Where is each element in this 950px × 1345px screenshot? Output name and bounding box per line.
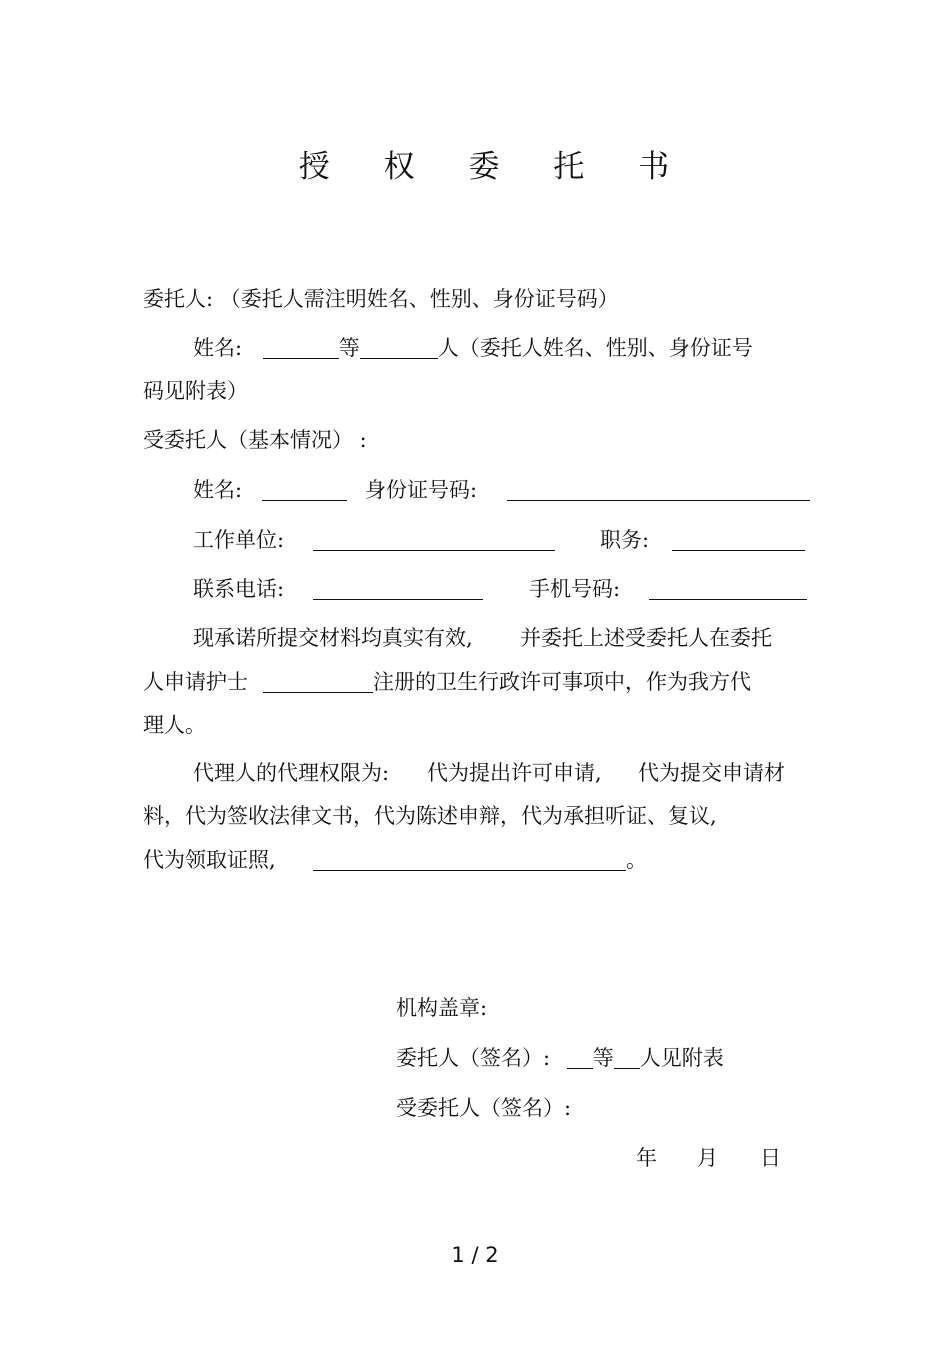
commit-line2a: 人申请护士 <box>143 670 248 694</box>
commit-line2b: 注册的卫生行政许可事项中，作为我方代 <box>373 670 751 694</box>
scope-other-blank[interactable] <box>313 850 626 871</box>
date-month: 月 <box>697 1146 718 1170</box>
scope-line1c: 代为提交申请材 <box>638 761 785 785</box>
agent-name-label: 姓名: <box>193 478 243 502</box>
principal-ren-text: 人（委托人姓名、性别、身份证号 <box>437 336 753 360</box>
agent-phone-blank[interactable] <box>313 579 483 600</box>
principal-ren-cont: 码见附表） <box>143 379 248 403</box>
agent-name-blank[interactable] <box>262 480 347 501</box>
sign-deng: 等 <box>592 1046 614 1070</box>
agent-sign-label: 受委托人（签名）: <box>396 1096 572 1120</box>
principal-deng: 等 <box>338 336 360 360</box>
agent-work-label: 工作单位: <box>193 528 285 552</box>
commit-line3: 理人。 <box>143 713 206 737</box>
principal-sign-count-blank[interactable] <box>614 1048 640 1069</box>
principal-sign-line <box>396 1048 724 1069</box>
date-day: 日 <box>760 1146 781 1170</box>
agent-position-blank[interactable] <box>672 530 805 551</box>
agent-position-label: 职务: <box>600 528 650 552</box>
nurse-registration-blank[interactable] <box>263 672 373 693</box>
agent-mobile-blank[interactable] <box>649 579 807 600</box>
scope-line3b: 。 <box>626 848 647 872</box>
scope-line3a: 代为领取证照, <box>143 848 276 872</box>
page-number: 1 / 2 <box>451 1243 499 1267</box>
document-title: 授 权 委 托 书 <box>298 149 692 185</box>
date-year: 年 <box>636 1146 657 1170</box>
principal-name-label: 姓名: <box>193 336 243 360</box>
principal-sign-blank[interactable] <box>567 1048 593 1069</box>
agent-work-blank[interactable] <box>313 530 555 551</box>
principal-name-line <box>193 338 753 359</box>
scope-line1a: 代理人的代理权限为: <box>193 761 390 785</box>
principal-sign-label: 委托人（签名）: <box>396 1046 551 1070</box>
commit-line1a: 现承诺所提交材料均真实有效, <box>193 626 473 650</box>
principal-label: 委托人: （委托人需注明姓名、性别、身份证号码） <box>143 287 619 311</box>
sign-ren-attach: 人见附表 <box>639 1046 724 1070</box>
agent-phone-label: 联系电话: <box>193 577 285 601</box>
seal-label: 机构盖章: <box>396 996 488 1020</box>
commit-line1b: 并委托上述受委托人在委托 <box>520 626 772 650</box>
principal-count-blank[interactable] <box>360 338 438 359</box>
scope-line2: 料，代为签收法律文书，代为陈述申辩，代为承担听证、复议, <box>143 804 717 828</box>
principal-name-blank[interactable] <box>263 338 339 359</box>
agent-id-blank[interactable] <box>507 480 810 501</box>
agent-id-label: 身份证号码: <box>365 478 478 502</box>
agent-mobile-label: 手机号码: <box>529 577 621 601</box>
agent-heading: 受委托人（基本情况） : <box>143 428 367 452</box>
scope-line1b: 代为提出许可申请, <box>427 761 602 785</box>
